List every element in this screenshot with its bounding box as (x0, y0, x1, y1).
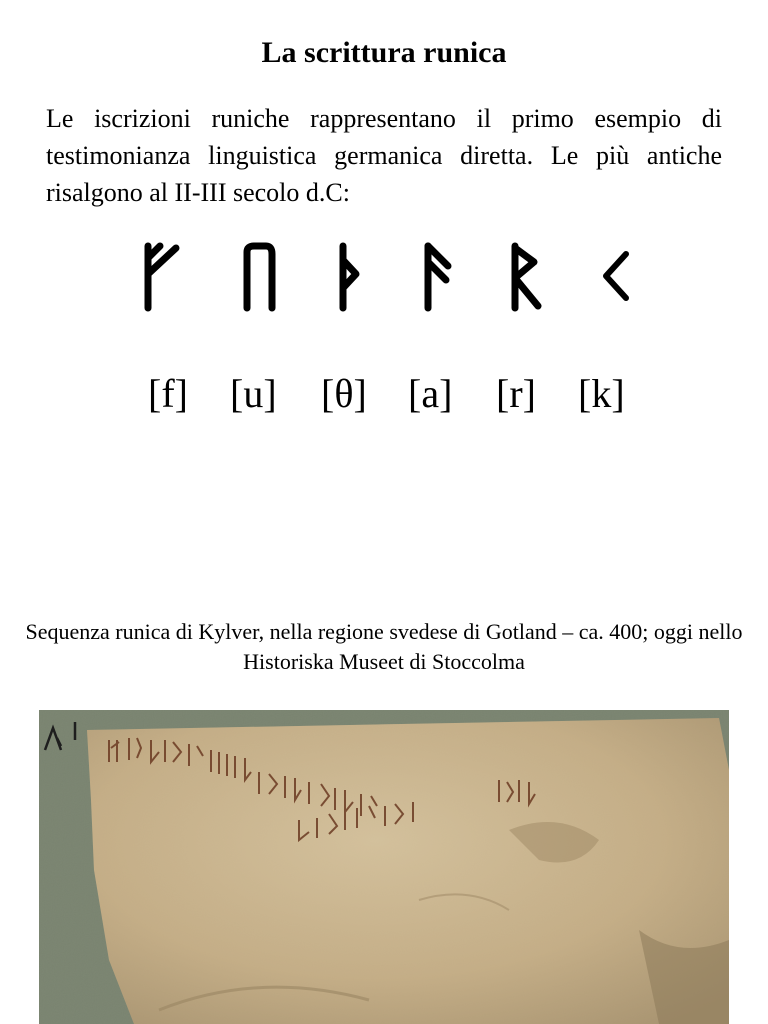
fehu-rune-icon (138, 240, 184, 312)
rune-row (0, 240, 768, 320)
kylver-stone-image (39, 710, 729, 1024)
sound-a: [a] (408, 371, 453, 416)
photo-caption: Sequenza runica di Kylver, nella regione svedese di Gotland – ca. 400; oggi nello Historiska Museet di Stoccolma (25, 619, 743, 674)
sound-k: [k] (578, 371, 625, 416)
ansuz-rune-icon (416, 240, 454, 312)
sound-u: [u] (230, 371, 277, 416)
raidho-rune-icon (506, 240, 546, 312)
thurisaz-rune-icon (334, 240, 368, 312)
uruz-rune-icon (240, 240, 280, 312)
kylver-stone-photo (39, 710, 729, 1024)
intro-paragraph: Le iscrizioni runiche rappresentano il primo esempio di testimonianza linguistica germanica diretta. Le più antiche risalgono al II-III secolo d.C: (46, 104, 722, 207)
sound-r: [r] (496, 371, 536, 416)
page-title: La scrittura runica (261, 36, 507, 69)
sound-f: [f] (148, 371, 188, 416)
sound-theta: [θ] (321, 371, 367, 416)
kaunan-rune-icon (598, 240, 634, 312)
